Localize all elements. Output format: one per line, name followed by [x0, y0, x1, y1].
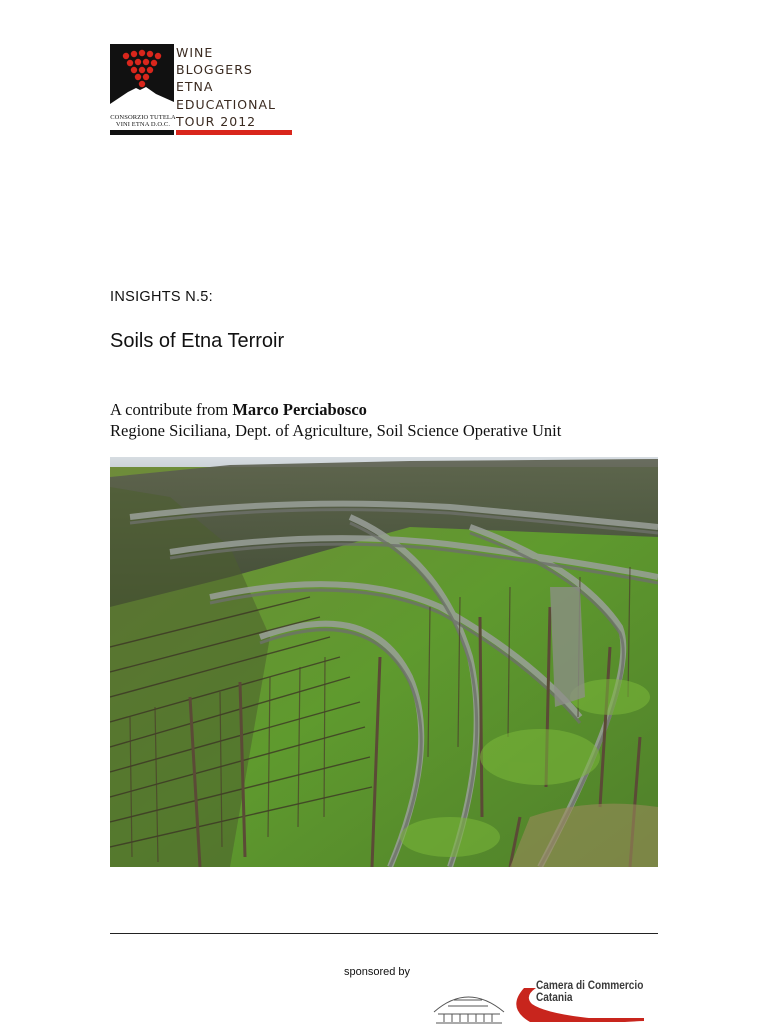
consorzio-label: [110, 114, 176, 128]
camera-di-commercio-logo: [432, 978, 662, 1024]
grape-cluster-volcano-icon: [110, 44, 174, 108]
footer-divider: [110, 933, 658, 934]
sponsored-by-label: sponsored by: [344, 966, 411, 978]
insights-label: INSIGHTS N.5:: [110, 289, 213, 305]
wine-bloggers-logo: [110, 44, 292, 136]
author-prefix: A contribute from: [110, 400, 229, 419]
logo-line-3: ETNA: [176, 79, 214, 95]
author-line: [110, 399, 561, 420]
page-title: Soils of Etna Terroir: [110, 330, 285, 352]
logo-line-2: BLOGGERS: [176, 62, 253, 78]
sponsor-name: [536, 980, 643, 1004]
terraced-vineyard-photo: [110, 457, 658, 867]
logo-red-underline: [176, 130, 292, 135]
sponsor-name-line-1: Camera di Commercio: [536, 980, 644, 992]
author-name: Marco Perciabosco: [232, 400, 367, 419]
consorzio-line-1: CONSORZIO TUTELA: [110, 114, 176, 121]
contribution-block: [110, 399, 561, 441]
logo-line-1: WINE: [176, 45, 214, 60]
logo-wordmark: [176, 44, 276, 130]
consorzio-line-2: VINI ETNA D.O.C.: [115, 121, 171, 128]
logo-line-5: TOUR 2012: [176, 113, 257, 129]
author-affiliation: Regione Siciliana, Dept. of Agriculture, Soil Science Operative Unit: [110, 421, 562, 440]
logo-line-4: EDUCATIONAL: [176, 96, 277, 112]
building-facade-icon: [434, 997, 504, 1023]
logo-black-underline: [110, 130, 174, 135]
sponsor-name-line-2: Catania: [536, 992, 573, 1004]
